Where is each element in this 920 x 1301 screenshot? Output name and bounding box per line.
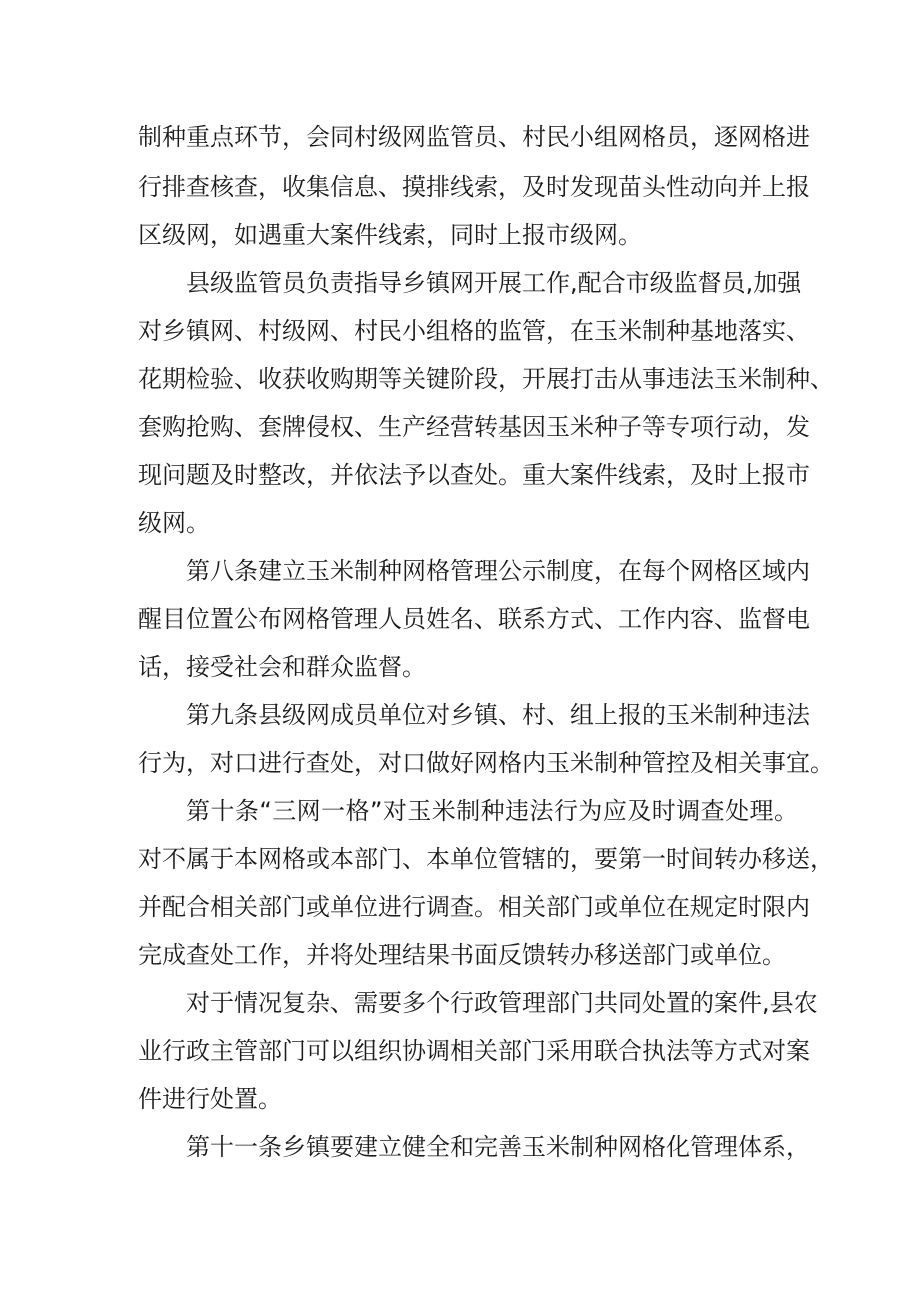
text-line: 套购抢购、套牌侵权、生产经营转基因玉米种子等专项行动，发: [138, 413, 810, 441]
text-line: 第十一条乡镇要建立健全和完善玉米制种网格化管理体系，: [186, 1133, 810, 1161]
text-line: 并配合相关部门或单位进行调查。相关部门或单位在规定时限内: [138, 893, 810, 921]
text-line: 对于情况复杂、需要多个行政管理部门共同处置的案件,县农: [186, 989, 818, 1017]
text-line: 对乡镇网、村级网、村民小组格的监管，在玉米制种基地落实、: [138, 317, 810, 345]
text-line: 完成查处工作，并将处理结果书面反馈转办移送部门或单位。: [138, 941, 786, 969]
text-line: 制种重点环节，会同村级网监管员、村民小组网格员，逐网格进: [138, 123, 810, 151]
text-line: 级网。: [138, 509, 210, 537]
text-line: 行排查核查，收集信息、摸排线索，及时发现苗头性动向并上报: [138, 173, 810, 201]
text-line: 第八条建立玉米制种网格管理公示制度，在每个网格区域内: [186, 557, 810, 585]
text-line: 花期检验、收获收购期等关键阶段，开展打击从事违法玉米制种、: [138, 365, 834, 393]
text-line: 行为，对口进行查处，对口做好网格内玉米制种管控及相关事宜。: [138, 749, 834, 777]
text-line: 现问题及时整改，并依法予以查处。重大案件线索，及时上报市: [138, 461, 810, 489]
text-line: 区级网，如遇重大案件线索，同时上报市级网。: [138, 221, 642, 249]
text-line: 县级监管员负责指导乡镇网开展工作,配合市级监督员,加强: [186, 269, 802, 297]
text-line: 话，接受社会和群众监督。: [138, 653, 426, 681]
text-line: 第九条县级网成员单位对乡镇、村、组上报的玉米制种违法: [186, 701, 810, 729]
text-line: 业行政主管部门可以组织协调相关部门采用联合执法等方式对案: [138, 1037, 810, 1065]
text-line: 醒目位置公布网格管理人员姓名、联系方式、工作内容、监督电: [138, 605, 810, 633]
text-line: 件进行处置。: [138, 1085, 282, 1113]
text-line: 第十条“三网一格”对玉米制种违法行为应及时调查处理。: [186, 797, 798, 825]
text-line: 对不属于本网格或本部门、本单位管辖的，要第一时间转办移送，: [138, 845, 834, 873]
